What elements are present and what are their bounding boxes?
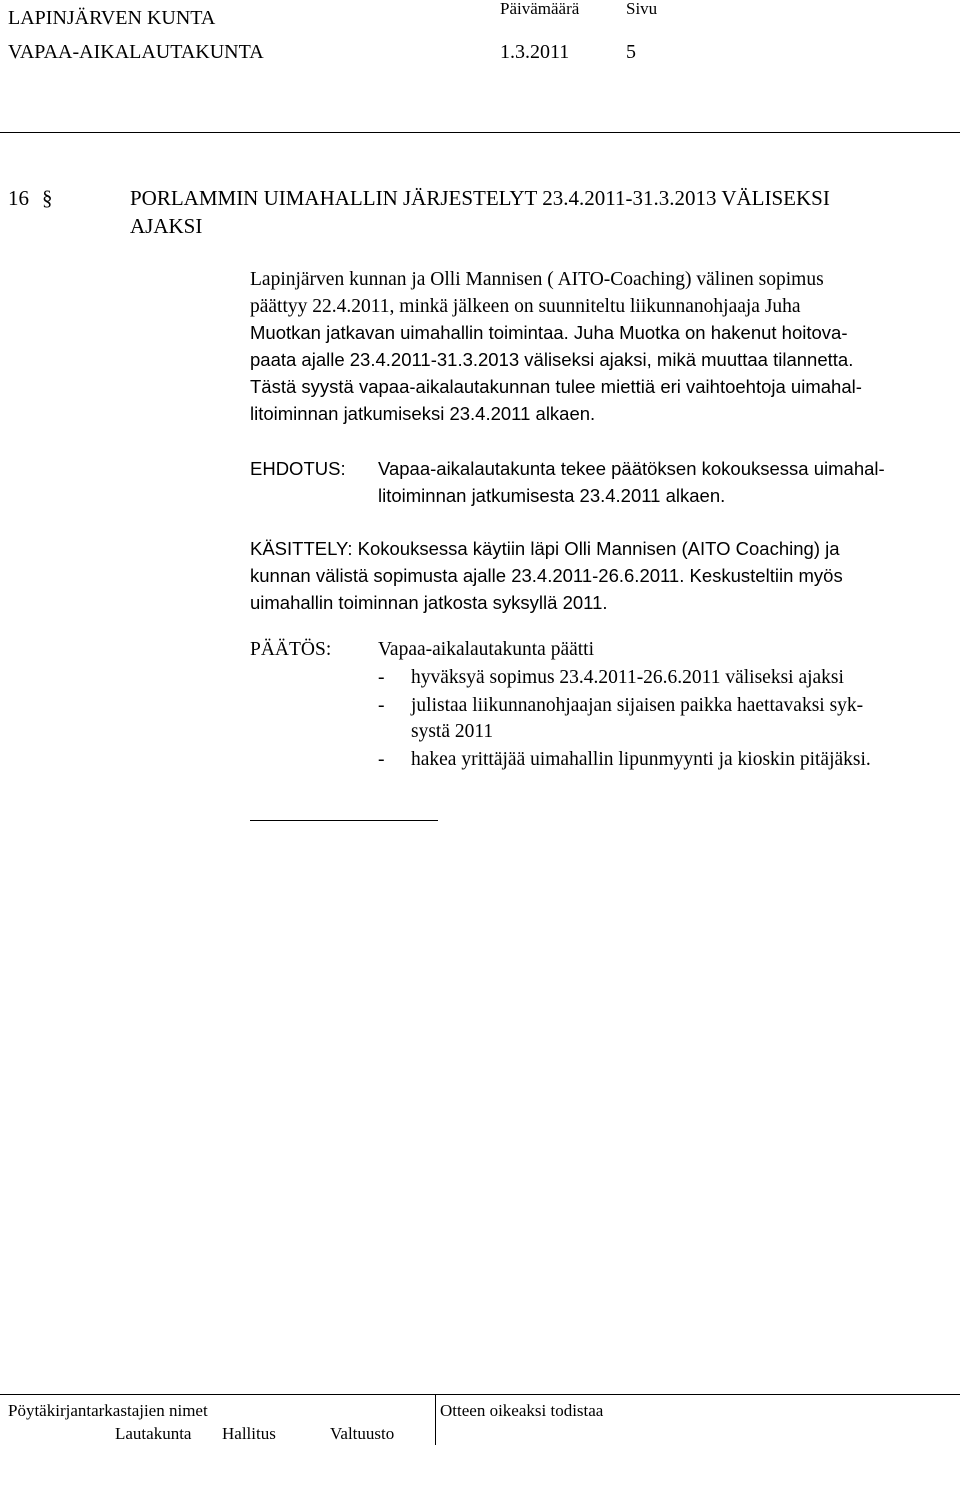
decision-bullet: - <box>378 749 385 770</box>
intro-line: paata ajalle 23.4.2011-31.3.2013 väliseksi ajaksi, mikä muuttaa tilannetta. <box>250 349 854 370</box>
handling-line: KÄSITTELY: Kokouksessa käytiin läpi Olli Mannisen (AITO Coaching) ja <box>250 538 840 559</box>
page-label: Sivu <box>626 0 658 18</box>
decision-bullet: - <box>378 667 385 688</box>
page-number: 5 <box>626 41 636 63</box>
intro-line: päättyy 22.4.2011, minkä jälkeen on suunniteltu liikunnanohjaaja Juha <box>250 296 801 317</box>
proposal-text-continued: litoiminnan jatkumisesta 23.4.2011 alkaen. <box>378 485 726 506</box>
decision-bullet: - <box>378 695 385 716</box>
section-title: PORLAMMIN UIMAHALLIN JÄRJESTELYT 23.4.2011-31.3.2013 VÄLISEKSI <box>130 186 830 210</box>
date-label: Päivämäärä <box>500 0 580 18</box>
handling-line: kunnan välistä sopimusta ajalle 23.4.2011-26.6.2011. Keskusteltiin myös <box>250 565 843 586</box>
footer-divider <box>0 1394 960 1395</box>
organization-name: LAPINJÄRVEN KUNTA <box>8 7 216 29</box>
section-mark: § <box>42 186 53 210</box>
footer-certified-divider <box>435 1395 436 1445</box>
decision-item: hakea yrittäjää uimahallin lipunmyynti ja kioskin pitäjäksi. <box>411 749 871 770</box>
board-name: VAPAA-AIKALAUTAKUNTA <box>8 41 264 63</box>
section-number: 16 <box>8 186 29 210</box>
section-title-continued: AJAKSI <box>130 214 203 238</box>
intro-line: litoiminnan jatkumiseksi 23.4.2011 alkaen. <box>250 403 596 424</box>
handling-line: uimahallin toiminnan jatkosta syksyllä 2011. <box>250 592 608 613</box>
intro-line: Muotkan jatkavan uimahallin toimintaa. Juha Muotka on hakenut hoitova- <box>250 322 848 343</box>
decision-intro: Vapaa-aikalautakunta päätti <box>378 639 595 660</box>
checkers-label: Pöytäkirjantarkastajien nimet <box>8 1401 208 1420</box>
meeting-date: 1.3.2011 <box>500 41 570 63</box>
body-hallitus: Hallitus <box>222 1424 276 1443</box>
proposal-label: EHDOTUS: <box>250 458 346 479</box>
section-end-rule <box>250 820 438 821</box>
body-lautakunta: Lautakunta <box>115 1424 192 1443</box>
decision-item-continued: systä 2011 <box>411 721 494 742</box>
intro-line: Tästä syystä vapaa-aikalautakunnan tulee miettiä eri vaihtoehtoja uimahal- <box>250 376 862 397</box>
proposal-text: Vapaa-aikalautakunta tekee päätöksen kokouksessa uimahal- <box>378 458 885 479</box>
decision-item: hyväksyä sopimus 23.4.2011-26.6.2011 väliseksi ajaksi <box>411 667 844 688</box>
intro-line: Lapinjärven kunnan ja Olli Mannisen ( AITO-Coaching) välinen sopimus <box>250 269 824 290</box>
body-valtuusto: Valtuusto <box>330 1424 395 1443</box>
header-divider <box>0 132 960 133</box>
decision-item: julistaa liikunnanohjaajan sijaisen paikka haettavaksi syk- <box>411 695 864 716</box>
decision-label: PÄÄTÖS: <box>250 639 332 660</box>
certified-label: Otteen oikeaksi todistaa <box>440 1401 604 1420</box>
